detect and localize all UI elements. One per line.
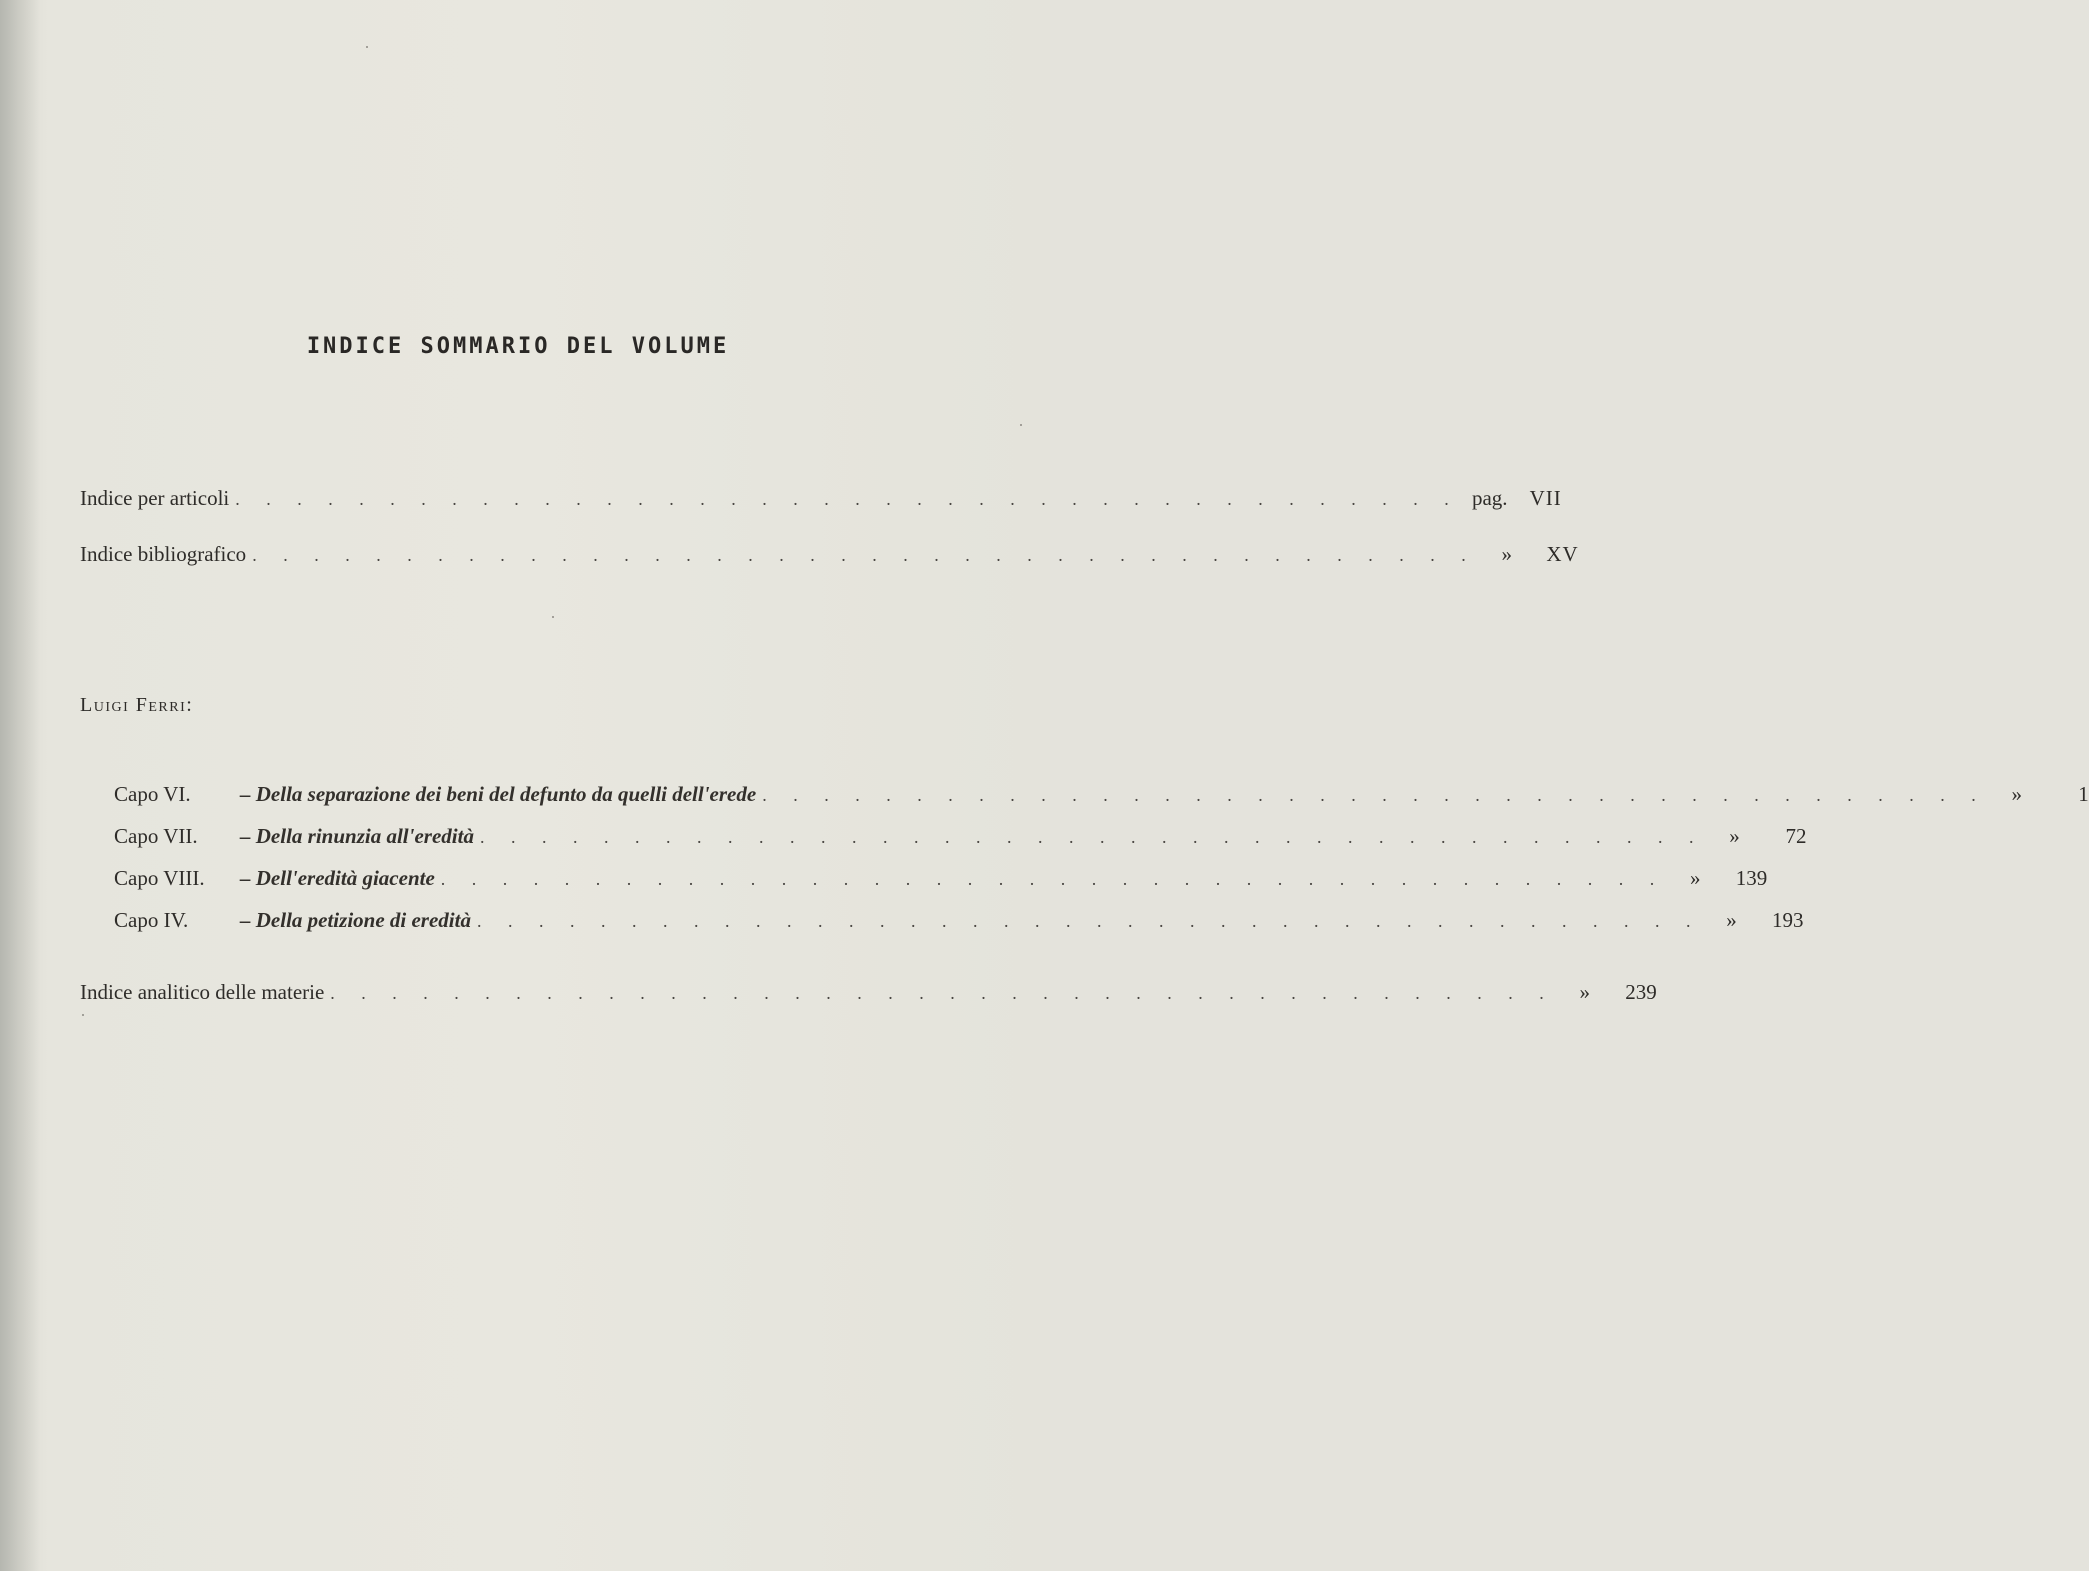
page-prefix: pag. [1471, 486, 1508, 510]
paper-speck [1020, 424, 1022, 426]
dot-leader: . . . . . . . . . . . . . . . . . . . . . . . . . . . . . . . . . . . . . . . . [762, 785, 1987, 805]
chapter-title: – Dell'eredità giacente [240, 866, 435, 890]
dot-leader: . . . . . . . . . . . . . . . . . . . . . . . . . . . . . . . . . . . . . . . . [476, 911, 1702, 931]
chapter-number: Capo VI. [114, 782, 191, 806]
chapter-title: – Della separazione dei beni del defunto da quelli dell'erede [240, 782, 757, 806]
paper-speck [82, 1014, 84, 1016]
dot-leader: . . . . . . . . . . . . . . . . . . . . . . . . . . . . . . . . . . . . . . . . [440, 869, 1666, 889]
paper-speck [366, 46, 368, 48]
toc-entry-label: Indice analitico delle materie [80, 980, 325, 1004]
page-number: 139 [1735, 866, 1768, 890]
page-prefix: » [1729, 824, 1740, 848]
author-heading: Luigi Ferri: [80, 694, 194, 716]
chapter-number: Capo VIII. [114, 866, 205, 890]
page-prefix: » [2011, 782, 2022, 806]
toc-chapter-entry [114, 908, 1804, 933]
page-number: 239 [1625, 980, 1657, 1004]
toc-chapter-entry [114, 866, 1768, 891]
chapter-title: – Della petizione di eredità [240, 908, 471, 932]
paper-speck [552, 616, 554, 618]
toc-entry-indice-bibliografico [80, 542, 1579, 567]
chapter-number: Capo IV. [114, 908, 189, 932]
page-gutter-shadow [0, 0, 40, 1571]
page-prefix: » [1726, 908, 1737, 932]
page-title: INDICE SOMMARIO DEL VOLUME [306, 334, 730, 359]
chapter-title: – Della rinunzia all'eredità [240, 824, 474, 848]
dot-leader: . . . . . . . . . . . . . . . . . . . . . . . . . . . . . . . . . . . . . . . . [479, 827, 1705, 847]
page-number: 72 [1785, 824, 1807, 848]
chapter-number: Capo VII. [114, 824, 198, 848]
page-number: XV [1546, 542, 1579, 566]
page-prefix: » [1501, 542, 1512, 566]
page-number: 1 [2078, 782, 2089, 806]
toc-chapter-entry [114, 782, 2089, 807]
dot-leader: . . . . . . . . . . . . . . . . . . . . . . . . . . . . . . . . . . . . . . . . [252, 545, 1477, 565]
toc-chapter-entry [114, 824, 1807, 849]
dot-leader: . . . . . . . . . . . . . . . . . . . . . . . . . . . . . . . . . . . . . . . . [330, 983, 1555, 1003]
toc-entry-indice-per-articoli [80, 486, 1562, 511]
page-prefix: » [1579, 980, 1591, 1004]
toc-entry-label: Indice per articoli [80, 486, 230, 510]
toc-entry-label: Indice bibliografico [80, 542, 247, 566]
toc-entry-indice-analitico [80, 980, 1657, 1005]
page-number: 193 [1771, 908, 1804, 932]
page-prefix: » [1690, 866, 1701, 890]
dot-leader: . . . . . . . . . . . . . . . . . . . . . . . . . . . . . . . . . . . . . . . . [235, 489, 1460, 509]
page-number: VII [1529, 486, 1562, 510]
